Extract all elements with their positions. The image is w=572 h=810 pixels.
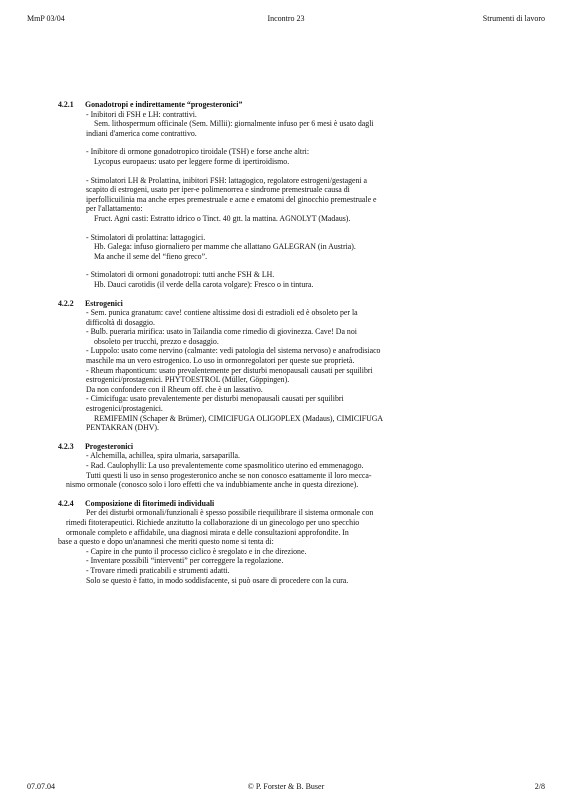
- text-line: - Luppolo: usato come nervino (calmante: vedi patologia del sistema nervoso) e anafrodisiaco: [86, 346, 381, 356]
- header-left: MmP 03/04: [27, 14, 65, 23]
- text-line: indiani d'america come contrattivo.: [86, 128, 197, 138]
- section-title: 4.2.3 Progesteronici: [58, 441, 134, 451]
- text-line: - Sem. punica granatum: cave! contiene altissime dosi di estradioli ed è obsoleto per la: [86, 308, 358, 318]
- text-line: difficoltà di dosaggio.: [86, 317, 155, 327]
- header-center: Incontro 23: [267, 14, 305, 23]
- text-line: base a questo e dopo un'anamnesi che meriti questo nome si tenta di:: [58, 537, 274, 547]
- text-line: - Rad. Caulophylli: La uso prevalentemente come spasmolitico uterino ed emmenagogo.: [86, 461, 364, 470]
- text-line: Ma anche il seme del “fieno greco”.: [94, 251, 208, 261]
- text-line: - Capire in che punto il processo ciclico è sregolato e in che direzione.: [86, 546, 307, 556]
- page-header: [0, 14, 572, 26]
- section-4-2-1: [58, 100, 488, 290]
- document-body: [58, 100, 488, 594]
- text-line: nismo ormonale (conosco solo i loro effetti che va indubbiamente anche in questa direzione).: [66, 480, 359, 490]
- text-line: ormonale completo e affidabile, una diagnosi mirata e delle consultazioni approfondite. In: [66, 527, 349, 537]
- text-line: Per dei disturbi ormonali/funzionali è spesso possibile riequilibrare il sistema ormonale con: [86, 508, 374, 518]
- section-4-2-4: [58, 499, 488, 585]
- text-line: Da non confondere con il Rheum off. che è un lassativo.: [86, 384, 263, 394]
- text-line: Sem. lithospermum officinale (Sem. Millii): giornalmente infuso per 6 mesi è usato dagli: [94, 119, 374, 129]
- text-line: Lycopus europaeus: usato per leggere forme di ipertiroidismo.: [94, 156, 290, 166]
- text-line: - Rheum rhaponticum: usato prevalentemente per disturbi menopausali causati per squilibri: [86, 365, 373, 375]
- text-line: - Inibitori di FSH e LH: contrattivi.: [86, 109, 197, 119]
- text-line: - Alchemilla, achillea, spira ulmaria, sarsaparilla.: [86, 451, 240, 461]
- text-line: estrogenici/prostagenici. PHYTOESTROL (Müller, Göppingen).: [86, 375, 290, 385]
- text-line: - Inibitore di ormone gonadotropico tiroidale (TSH) e forse anche altri:: [86, 147, 310, 157]
- footer-page-number: 2/8: [534, 782, 545, 791]
- text-line: iperfollicuilinia ma anche erpes premestruale e acne e ematomi del ginocchio premestruale e: [86, 194, 377, 204]
- text-line: - Trovare rimedi praticabili e strumenti adatti.: [86, 565, 230, 575]
- section-4-2-2: [58, 299, 488, 433]
- section-title: 4.2.2 Estrogenici: [58, 298, 123, 308]
- section-4-2-3: [58, 442, 488, 490]
- text-line: - Cimicifuga: usato prevalentemente per disturbi menopausali causati per squilibri: [86, 394, 344, 404]
- text-line: estrogenici/prostagenici.: [86, 404, 163, 414]
- text-line: Hb. Dauci carotidis (il verde della carota volgare): Fresco o in tintura.: [94, 279, 314, 289]
- text-line: - Bulb. pueraria mirifica: usato in Tailandia come rimedio di giovinezza. Cave! Da noi: [86, 327, 357, 337]
- text-line: - Inventare possibili “interventi” per correggere la regolazione.: [86, 556, 284, 566]
- footer-copyright: © P. Forster & B. Buser: [247, 782, 325, 791]
- header-right: Strumenti di lavoro: [482, 14, 545, 23]
- text-line: scapito di estrogeni, usato per iper-e polimenorrea e sindrome premestruale causa di: [86, 185, 350, 195]
- text-line: maschile ma un vero estrogenico. Lo uso in ormonregolatori per queste sue proprietà.: [86, 356, 355, 366]
- text-line: Hb. Galega: infuso giornaliero per mamme che allattano GALEGRAN (in Austria).: [94, 242, 356, 252]
- text-line: REMIFEMIN (Schaper & Brümer), CIMICIFUGA OLIGOPLEX (Madaus), CIMICIFUGA: [94, 413, 384, 423]
- text-line: obsoleto per trucchi, prezzo e dosaggio.: [94, 336, 219, 346]
- text-line: rimedi fitoterapeutici. Richiede anzitutto la collaborazione di un ginecologo per uno specchio: [66, 517, 360, 527]
- text-line: Tutti questi li uso in senso progesteronico anche se non conosco esattamente il loro mecca-: [86, 470, 372, 480]
- text-line: - Stimolatori LH & Prolattina, inibitori FSH: lattagogico, regolatore estrogeni/gestageni a: [86, 175, 368, 185]
- text-line: per l'allattamento:: [86, 204, 143, 214]
- page-footer: [0, 782, 572, 794]
- section-title: 4.2.1 Gonadotropi e indirettamente “progesteronici”: [58, 100, 243, 109]
- text-line: Solo se questo è fatto, in modo soddisfacente, si può osare di procedere con la cura.: [86, 575, 349, 585]
- text-line: PENTAKRAN (DHV).: [86, 423, 160, 433]
- text-line: - Stimolatori di ormoni gonadotropi: tutti anche FSH & LH.: [86, 270, 275, 280]
- section-title: 4.2.4 Composizione di fitorimedi individuali: [58, 498, 215, 508]
- text-line: - Stimolatori di prolattina: lattagogici.: [86, 232, 206, 242]
- text-line: Fruct. Agni casti: Estratto idrico o Tinct. 40 gtt. la mattina. AGNOLYT (Madaus).: [94, 213, 351, 223]
- footer-date: 07.07.04: [27, 782, 55, 791]
